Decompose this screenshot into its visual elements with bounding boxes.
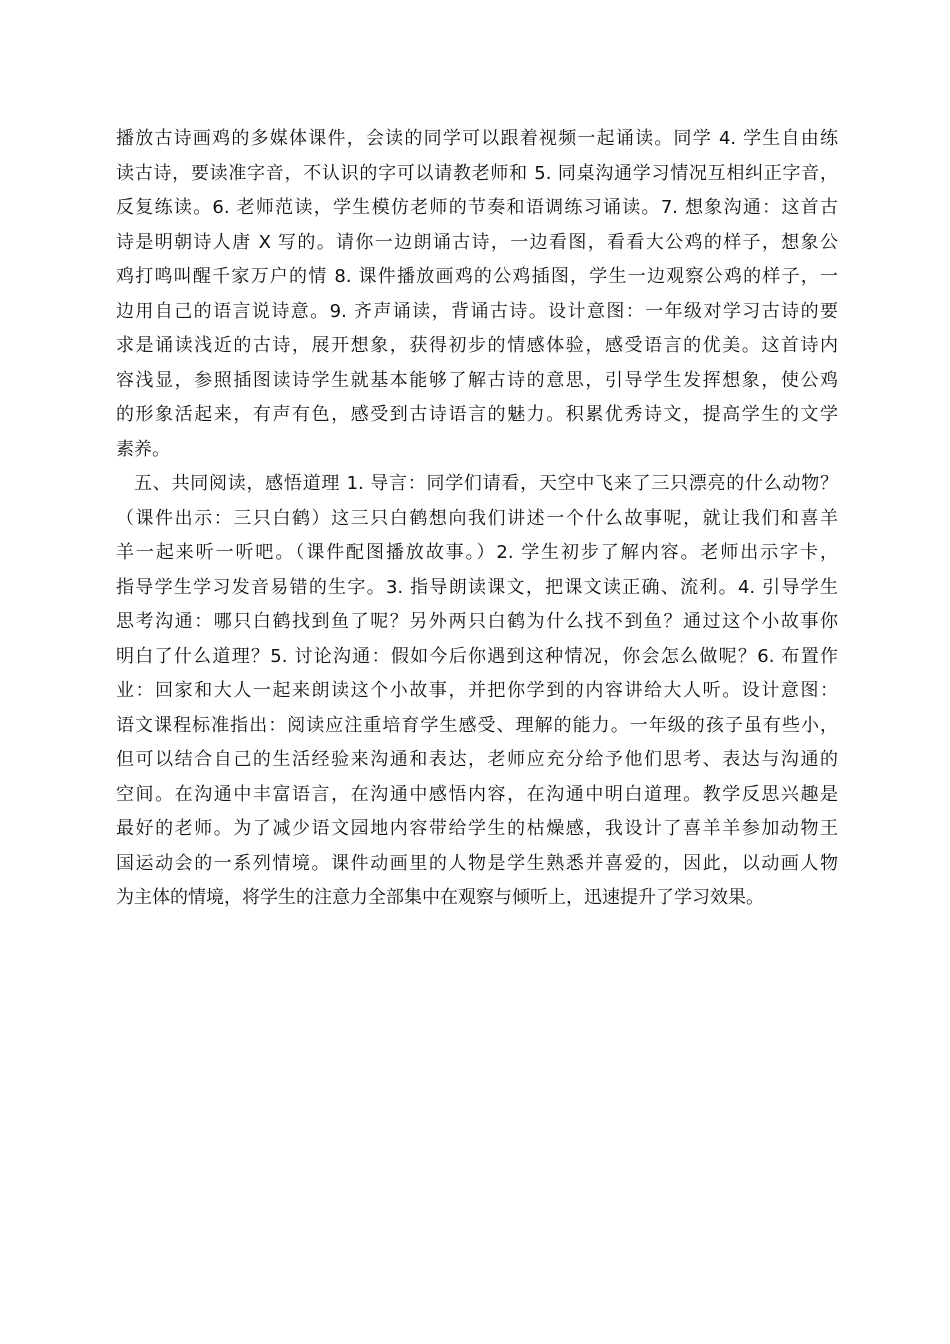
paragraph-shared-reading: [116, 467, 838, 916]
text-line: 业：回家和大人一起来朗读这个小故事，并把你学到的内容讲给大人听。设计意图：: [116, 680, 838, 701]
text-line: 容浅显，参照插图读诗学生就基本能够了解古诗的意思，引导学生发挥想象，使公鸡: [116, 369, 838, 391]
text-line: 空间。在沟通中丰富语言，在沟通中感悟内容，在沟通中明白道理。教学反思兴趣是: [116, 783, 838, 805]
text-line: 读古诗，要读准字音，不认识的字可以请教老师和 5. 同桌沟通学习情况互相纠正字音，: [116, 162, 838, 184]
text-line: 思考沟通：哪只白鹤找到鱼了呢？另外两只白鹤为什么找不到鱼？通过这个小故事你: [116, 611, 838, 632]
text-line: 的形象活起来，有声有色，感受到古诗语言的魅力。积累优秀诗文，提高学生的文学: [116, 404, 838, 425]
text-line: 指导学生学习发音易错的生字。3. 指导朗读课文，把课文读正确、流利。4. 引导学生: [116, 576, 838, 598]
text-line: 素养。: [116, 438, 170, 460]
text-line: 鸡打鸣叫醒千家万户的情 8. 课件播放画鸡的公鸡插图，学生一边观察公鸡的样子，一: [116, 266, 838, 287]
text-line: 明白了什么道理？5. 讨论沟通：假如今后你遇到这种情况，你会怎么做呢？6. 布置作: [116, 645, 838, 667]
text-line: （课件出示：三只白鹤）这三只白鹤想向我们讲述一个什么故事呢，就让我们和喜羊: [116, 507, 838, 529]
document-body: [116, 122, 838, 916]
text-line: 播放古诗画鸡的多媒体课件，会读的同学可以跟着视频一起诵读。同学 4. 学生自由练: [116, 128, 838, 149]
text-line: 为主体的情境，将学生的注意力全部集中在观察与倾听上，迅速提升了学习效果。: [116, 887, 764, 908]
text-line: 反复练读。6. 老师范读，学生模仿老师的节奏和语调练习诵读。7. 想象沟通：这首古: [116, 197, 838, 218]
section-heading-line: 五、共同阅读，感悟道理 1. 导言：同学们请看，天空中飞来了三只漂亮的什么动物？: [134, 473, 838, 494]
text-line: 但可以结合自己的生活经验来沟通和表达，老师应充分给予他们思考、表达与沟通的: [116, 749, 838, 770]
text-line: 诗是明朝诗人唐 X 写的。请你一边朗诵古诗，一边看图，看看大公鸡的样子，想象公: [116, 231, 838, 253]
text-line: 边用自己的语言说诗意。9. 齐声诵读，背诵古诗。设计意图：一年级对学习古诗的要: [116, 300, 838, 322]
text-line: 国运动会的一系列情境。课件动画里的人物是学生熟悉并喜爱的，因此，以动画人物: [116, 852, 838, 874]
text-line: 最好的老师。为了减少语文园地内容带给学生的枯燥感，我设计了喜羊羊参加动物王: [116, 818, 838, 839]
paragraph-lesson-steps: [116, 122, 838, 467]
text-line: 语文课程标准指出：阅读应注重培育学生感受、理解的能力。一年级的孩子虽有些小，: [116, 714, 838, 736]
text-line: 求是诵读浅近的古诗，展开想象，获得初步的情感体验，感受语言的优美。这首诗内: [116, 335, 838, 356]
text-line: 羊一起来听一听吧。（课件配图播放故事。）2. 学生初步了解内容。老师出示字卡，: [116, 542, 838, 563]
